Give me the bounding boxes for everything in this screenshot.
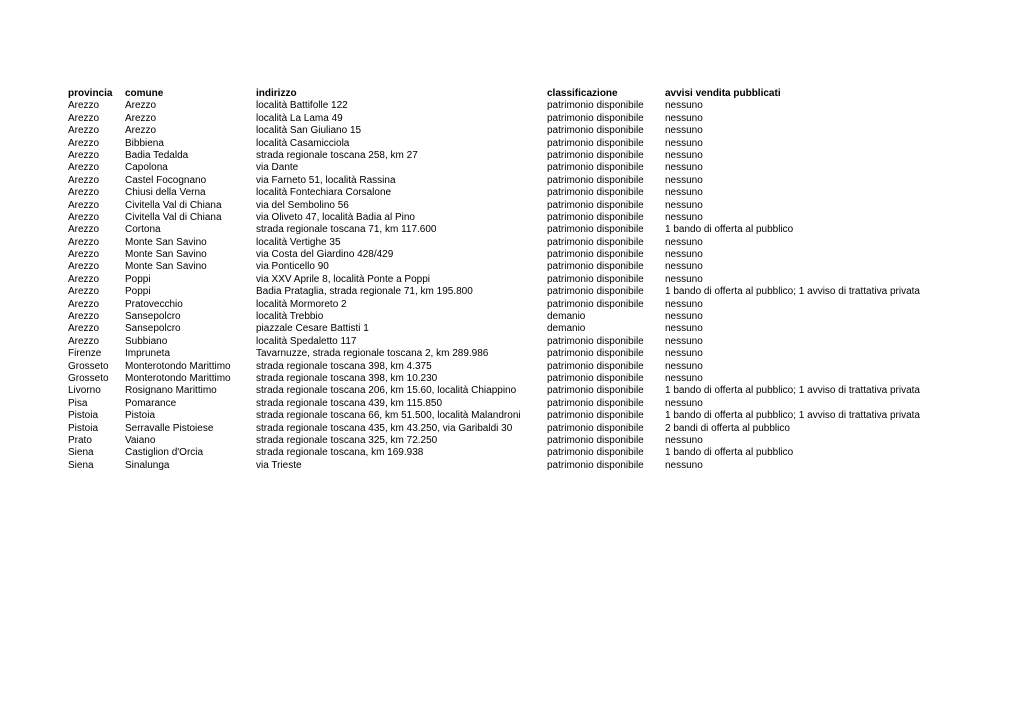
cell-avvisi: 2 bandi di offerta al pubblico xyxy=(665,422,790,434)
table-row xyxy=(68,460,924,472)
cell-indirizzo: strada regionale toscana, km 169.938 xyxy=(256,447,424,459)
cell-indirizzo: via Ponticello 90 xyxy=(256,261,329,273)
cell-provincia: Arezzo xyxy=(68,298,100,310)
cell-classificazione: patrimonio disponibile xyxy=(547,447,644,459)
cell-comune: Sansepolcro xyxy=(125,323,181,335)
cell-classificazione: patrimonio disponibile xyxy=(547,410,644,422)
cell-classificazione: patrimonio disponibile xyxy=(547,211,644,223)
cell-comune: Civitella Val di Chiana xyxy=(125,211,222,223)
cell-avvisi: nessuno xyxy=(665,149,703,161)
cell-comune: Civitella Val di Chiana xyxy=(125,199,222,211)
cell-provincia: Prato xyxy=(68,434,92,446)
cell-avvisi: nessuno xyxy=(665,311,703,323)
cell-comune: Cortona xyxy=(125,224,161,236)
cell-provincia: Arezzo xyxy=(68,199,100,211)
cell-comune: Pistoia xyxy=(125,410,156,422)
cell-comune: Monterotondo Marittimo xyxy=(125,372,231,384)
cell-avvisi: nessuno xyxy=(665,187,703,199)
cell-provincia: Arezzo xyxy=(68,236,100,248)
cell-comune: Monterotondo Marittimo xyxy=(125,360,231,372)
table-row xyxy=(68,200,924,212)
table-row xyxy=(68,286,924,298)
cell-comune: Sansepolcro xyxy=(125,311,181,323)
cell-comune: Monte San Savino xyxy=(125,236,207,248)
header-avvisi: avvisi vendita pubblicati xyxy=(665,88,781,99)
cell-comune: Sinalunga xyxy=(125,459,170,471)
table-body xyxy=(68,100,924,472)
cell-provincia: Livorno xyxy=(68,385,101,397)
cell-indirizzo: strada regionale toscana 398, km 4.375 xyxy=(256,360,432,372)
cell-indirizzo: strada regionale toscana 206, km 15.60, località Chiappino xyxy=(256,385,517,397)
cell-comune: Pomarance xyxy=(125,397,177,409)
cell-avvisi: nessuno xyxy=(665,112,703,124)
cell-classificazione: patrimonio disponibile xyxy=(547,174,644,186)
cell-indirizzo: località Casamicciola xyxy=(256,137,350,149)
cell-classificazione: patrimonio disponibile xyxy=(547,335,644,347)
cell-provincia: Arezzo xyxy=(68,187,100,199)
cell-classificazione: patrimonio disponibile xyxy=(547,162,644,174)
table-row xyxy=(68,398,924,410)
cell-classificazione: patrimonio disponibile xyxy=(547,236,644,248)
cell-avvisi: nessuno xyxy=(665,174,703,186)
cell-comune: Subbiano xyxy=(125,335,168,347)
cell-avvisi: 1 bando di offerta al pubblico; 1 avviso di trattativa privata xyxy=(665,385,920,397)
cell-indirizzo: località Spedaletto 117 xyxy=(256,335,357,347)
cell-comune: Castiglion d'Orcia xyxy=(125,447,204,459)
cell-avvisi: nessuno xyxy=(665,199,703,211)
cell-classificazione: patrimonio disponibile xyxy=(547,112,644,124)
table-row xyxy=(68,373,924,385)
table-row xyxy=(68,187,924,199)
table-row xyxy=(68,274,924,286)
cell-classificazione: patrimonio disponibile xyxy=(547,224,644,236)
table-row xyxy=(68,311,924,323)
cell-avvisi: nessuno xyxy=(665,372,703,384)
cell-indirizzo: strada regionale toscana 439, km 115.850 xyxy=(256,397,443,409)
cell-avvisi: nessuno xyxy=(665,100,703,112)
cell-provincia: Arezzo xyxy=(68,100,100,112)
cell-classificazione: patrimonio disponibile xyxy=(547,100,644,112)
cell-classificazione: patrimonio disponibile xyxy=(547,137,644,149)
cell-comune: Chiusi della Verna xyxy=(125,187,206,199)
cell-avvisi: nessuno xyxy=(665,360,703,372)
header-provincia: provincia xyxy=(68,88,113,99)
cell-comune: Capolona xyxy=(125,162,168,174)
cell-avvisi: nessuno xyxy=(665,125,703,137)
cell-indirizzo: via Dante xyxy=(256,162,299,174)
header-classificazione: classificazione xyxy=(547,88,618,99)
table-row xyxy=(68,299,924,311)
table-row xyxy=(68,125,924,137)
cell-avvisi: nessuno xyxy=(665,273,703,285)
cell-classificazione: patrimonio disponibile xyxy=(547,187,644,199)
header-indirizzo: indirizzo xyxy=(256,88,297,99)
cell-avvisi: nessuno xyxy=(665,236,703,248)
cell-indirizzo: strada regionale toscana 398, km 10.230 xyxy=(256,372,438,384)
cell-classificazione: patrimonio disponibile xyxy=(547,298,644,310)
cell-comune: Arezzo xyxy=(125,125,157,137)
cell-provincia: Siena xyxy=(68,447,94,459)
cell-indirizzo: via del Sembolino 56 xyxy=(256,199,349,211)
cell-provincia: Grosseto xyxy=(68,360,109,372)
cell-comune: Badia Tedalda xyxy=(125,149,189,161)
table-row xyxy=(68,113,924,125)
table-row xyxy=(68,323,924,335)
cell-provincia: Arezzo xyxy=(68,323,100,335)
table-row xyxy=(68,261,924,273)
cell-indirizzo: località Trebbio xyxy=(256,311,324,323)
cell-classificazione: patrimonio disponibile xyxy=(547,397,644,409)
cell-avvisi: 1 bando di offerta al pubblico xyxy=(665,447,794,459)
cell-classificazione: patrimonio disponibile xyxy=(547,125,644,137)
cell-provincia: Arezzo xyxy=(68,125,100,137)
table-row xyxy=(68,447,924,459)
cell-classificazione: patrimonio disponibile xyxy=(547,459,644,471)
cell-indirizzo: via Trieste xyxy=(256,459,302,471)
cell-provincia: Arezzo xyxy=(68,286,100,298)
cell-indirizzo: Tavarnuzze, strada regionale toscana 2, km 289.986 xyxy=(256,348,489,360)
cell-comune: Monte San Savino xyxy=(125,249,207,261)
cell-avvisi: nessuno xyxy=(665,397,703,409)
table-row xyxy=(68,150,924,162)
cell-avvisi: 1 bando di offerta al pubblico xyxy=(665,224,794,236)
cell-provincia: Arezzo xyxy=(68,149,100,161)
cell-indirizzo: località San Giuliano 15 xyxy=(256,125,362,137)
header-comune: comune xyxy=(125,88,164,99)
cell-comune: Arezzo xyxy=(125,100,157,112)
cell-avvisi: nessuno xyxy=(665,211,703,223)
cell-avvisi: nessuno xyxy=(665,137,703,149)
table-row xyxy=(68,348,924,360)
cell-indirizzo: località Fontechiara Corsalone xyxy=(256,187,392,199)
cell-indirizzo: strada regionale toscana 325, km 72.250 xyxy=(256,434,438,446)
cell-classificazione: patrimonio disponibile xyxy=(547,348,644,360)
cell-provincia: Arezzo xyxy=(68,137,100,149)
cell-provincia: Firenze xyxy=(68,348,102,360)
table-row xyxy=(68,423,924,435)
cell-provincia: Arezzo xyxy=(68,249,100,261)
cell-avvisi: nessuno xyxy=(665,434,703,446)
cell-classificazione: patrimonio disponibile xyxy=(547,273,644,285)
cell-indirizzo: località Battifolle 122 xyxy=(256,100,348,112)
cell-provincia: Arezzo xyxy=(68,112,100,124)
cell-classificazione: patrimonio disponibile xyxy=(547,249,644,261)
table-row xyxy=(68,162,924,174)
cell-indirizzo: strada regionale toscana 66, km 51.500, località Malandroni xyxy=(256,410,521,422)
cell-indirizzo: Badia Prataglia, strada regionale 71, km 195.800 xyxy=(256,286,473,298)
cell-avvisi: nessuno xyxy=(665,348,703,360)
table-row xyxy=(68,410,924,422)
cell-comune: Poppi xyxy=(125,273,151,285)
table-row xyxy=(68,361,924,373)
cell-provincia: Arezzo xyxy=(68,335,100,347)
cell-indirizzo: località Vertighe 35 xyxy=(256,236,341,248)
cell-comune: Serravalle Pistoiese xyxy=(125,422,214,434)
cell-comune: Arezzo xyxy=(125,112,157,124)
cell-classificazione: demanio xyxy=(547,323,586,335)
cell-avvisi: 1 bando di offerta al pubblico; 1 avviso di trattativa privata xyxy=(665,410,920,422)
cell-indirizzo: strada regionale toscana 258, km 27 xyxy=(256,149,418,161)
table-row xyxy=(68,138,924,150)
cell-classificazione: patrimonio disponibile xyxy=(547,149,644,161)
cell-indirizzo: strada regionale toscana 71, km 117.600 xyxy=(256,224,437,236)
cell-provincia: Pistoia xyxy=(68,422,99,434)
cell-avvisi: nessuno xyxy=(665,335,703,347)
cell-classificazione: patrimonio disponibile xyxy=(547,422,644,434)
table-row xyxy=(68,249,924,261)
cell-provincia: Arezzo xyxy=(68,211,100,223)
table-row xyxy=(68,224,924,236)
table-row xyxy=(68,175,924,187)
cell-indirizzo: località Mormoreto 2 xyxy=(256,298,347,310)
cell-provincia: Grosseto xyxy=(68,372,109,384)
cell-provincia: Arezzo xyxy=(68,311,100,323)
cell-classificazione: patrimonio disponibile xyxy=(547,372,644,384)
cell-comune: Rosignano Marittimo xyxy=(125,385,217,397)
cell-provincia: Pistoia xyxy=(68,410,99,422)
cell-classificazione: demanio xyxy=(547,311,586,323)
table-row xyxy=(68,336,924,348)
table-row xyxy=(68,212,924,224)
cell-indirizzo: via Costa del Giardino 428/429 xyxy=(256,249,394,261)
cell-avvisi: nessuno xyxy=(665,162,703,174)
cell-provincia: Arezzo xyxy=(68,174,100,186)
cell-avvisi: nessuno xyxy=(665,261,703,273)
cell-comune: Bibbiena xyxy=(125,137,164,149)
cell-avvisi: nessuno xyxy=(665,298,703,310)
cell-comune: Impruneta xyxy=(125,348,171,360)
cell-classificazione: patrimonio disponibile xyxy=(547,434,644,446)
cell-indirizzo: via Farneto 51, località Rassina xyxy=(256,174,396,186)
cell-provincia: Arezzo xyxy=(68,224,100,236)
cell-provincia: Siena xyxy=(68,459,94,471)
cell-provincia: Pisa xyxy=(68,397,88,409)
table-row xyxy=(68,385,924,397)
cell-comune: Vaiano xyxy=(125,434,156,446)
cell-avvisi: nessuno xyxy=(665,323,703,335)
table-row xyxy=(68,237,924,249)
cell-classificazione: patrimonio disponibile xyxy=(547,360,644,372)
cell-classificazione: patrimonio disponibile xyxy=(547,199,644,211)
cell-avvisi: nessuno xyxy=(665,459,703,471)
table-row xyxy=(68,100,924,112)
table-row xyxy=(68,435,924,447)
cell-comune: Pratovecchio xyxy=(125,298,183,310)
table-header-row xyxy=(68,88,924,100)
cell-classificazione: patrimonio disponibile xyxy=(547,385,644,397)
cell-indirizzo: località La Lama 49 xyxy=(256,112,343,124)
cell-indirizzo: via XXV Aprile 8, località Ponte a Poppi xyxy=(256,273,430,285)
cell-avvisi: 1 bando di offerta al pubblico; 1 avviso di trattativa privata xyxy=(665,286,920,298)
cell-indirizzo: piazzale Cesare Battisti 1 xyxy=(256,323,369,335)
cell-classificazione: patrimonio disponibile xyxy=(547,261,644,273)
property-table xyxy=(68,88,924,472)
cell-provincia: Arezzo xyxy=(68,273,100,285)
cell-avvisi: nessuno xyxy=(665,249,703,261)
cell-provincia: Arezzo xyxy=(68,162,100,174)
cell-comune: Castel Focognano xyxy=(125,174,207,186)
cell-classificazione: patrimonio disponibile xyxy=(547,286,644,298)
cell-comune: Poppi xyxy=(125,286,151,298)
cell-comune: Monte San Savino xyxy=(125,261,207,273)
cell-indirizzo: strada regionale toscana 435, km 43.250, via Garibaldi 30 xyxy=(256,422,513,434)
cell-indirizzo: via Oliveto 47, località Badia al Pino xyxy=(256,211,415,223)
cell-provincia: Arezzo xyxy=(68,261,100,273)
